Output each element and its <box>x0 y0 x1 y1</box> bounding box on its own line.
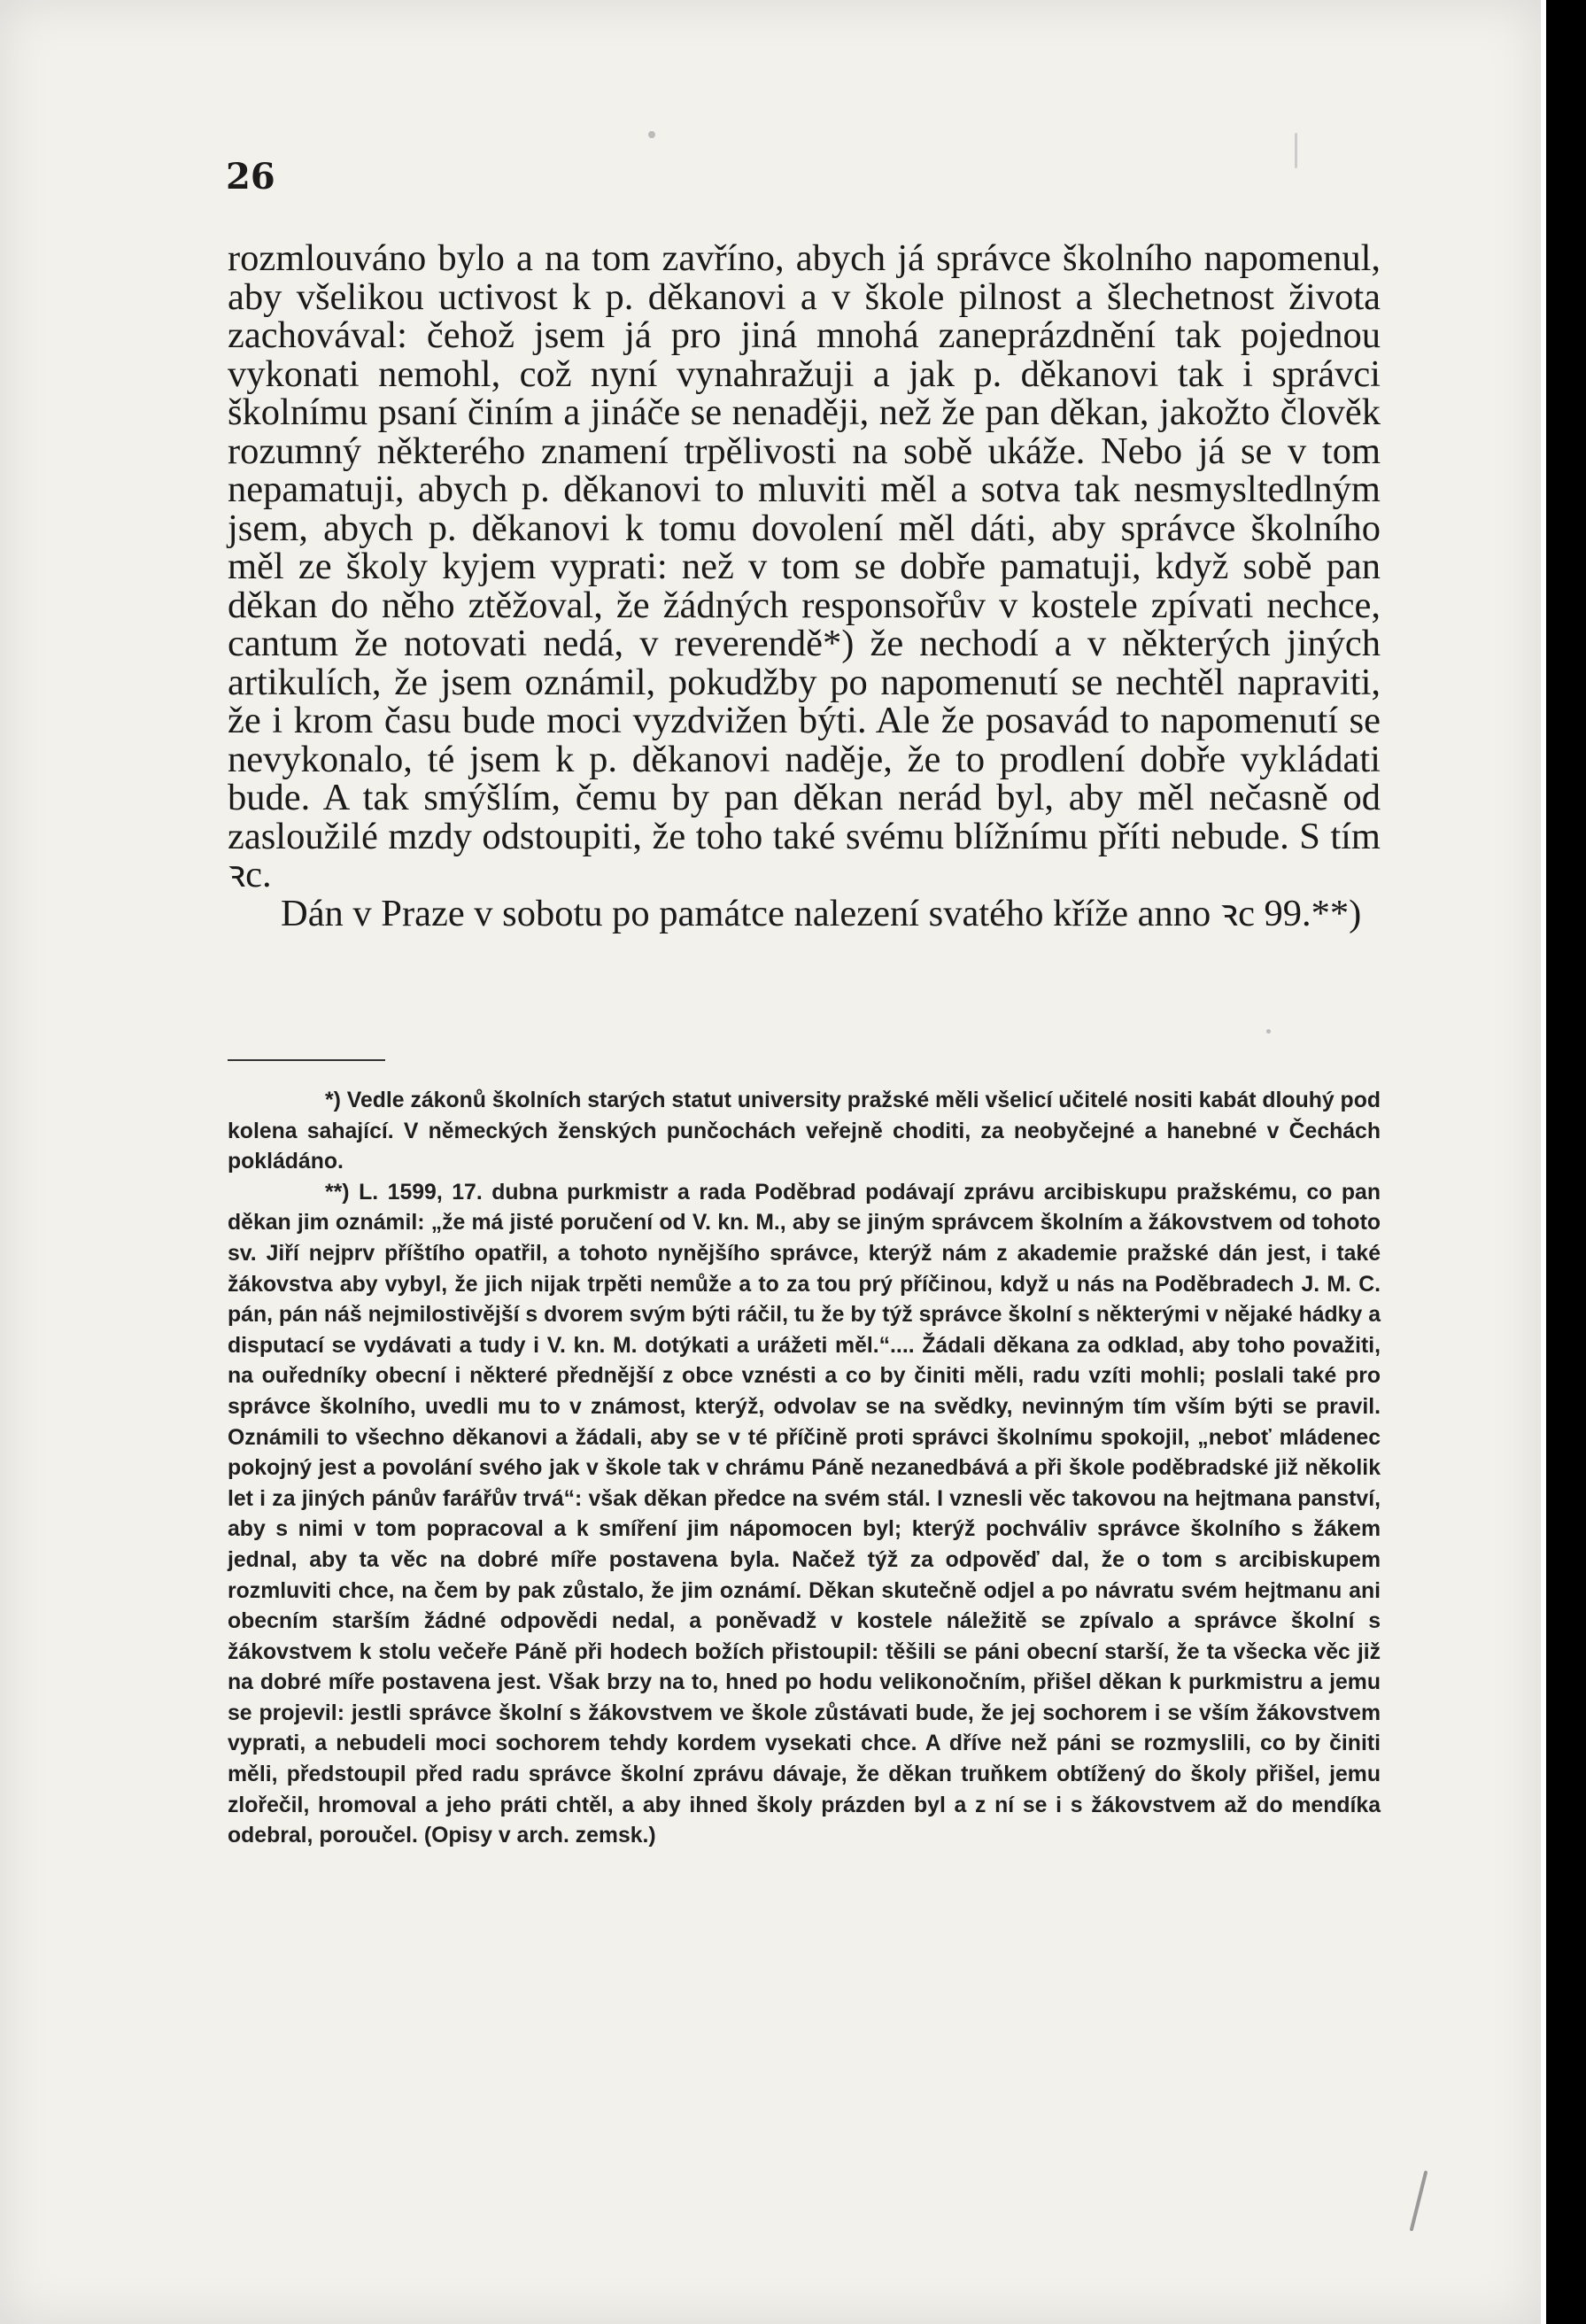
footnote: **) L. 1599, 17. dubna purkmistr a rada Poděbrad podávají zprávu arcibiskupu pražskému, co pan děkan jim oznámil: „že má jisté poručení od V. kn. M., aby se jiným správcem školním a žákovstvem od tohoto sv. Jiří nejprv příštího opatřil, a tohoto nynějšího správce, kterýž nám z akademie pražské dán jest, i také žákovstva aby vybyl, že jich nijak trpěti nemůže a to za tou prý příčinou, když u nás na Poděbradech J. M. C. pán, pán náš nejmilostivější s dvorem svým býti ráčil, tu že by týž správce školní s některými v nějaké hádky a disputací se vydávati a tudy i V. kn. M. dotýkati a urážeti měl.“.... Žádali děkana za odklad, aby toho považiti, na ouředníky obecní i některé přednější z obce vznésti a co by činiti měli, radu vzíti mohli; poslali také pro správce školního, uvedli mu to v známost, kterýž, odvolav se na svědky, nevinným tím vším býti se pravil. Oznámili to všechno děkanovi a žádali, aby se v té příčině proti správci školnímu spokojil, „neboť mládenec pokojný jest a povolání svého jak v škole tak v chrámu Páně nezanedbává a při škole poděbradské již několik let i za jiných pánův farářův trvá“: však děkan předce na svém stál. I vznesli věc takovou na hejtmana panství, aby s nimi v tom popracoval a k smíření jim nápomocen byl; kterýž pochváliv správce školního s žákem jednal, aby ta věc na dobré míře postavena byla. Načež týž za odpověď dal, že o tom s arcibiskupem rozmluviti chce, na čem by pak zůstalo, že jim oznámí. Děkan skutečně odjel a po návratu svém hejtmanu ani obecním starším žádné odpovědi nedal, a poněvadž v kostele náležitě se zpívalo a správce školní s žákovstvem k stolu večeře Páně při hodech božích přistoupil: těšili se páni obecní starší, že ta všecka věc již na dobré míře postavena jest. Však brzy na to, hned po hodu velikonočním, přišel děkan k purkmistru a jemu se projevil: jestli správce školní s žákovstvem ve škole zůstávati bude, že jej sochorem i se vším žákovstvem vyprati, a nebudeli moci sochorem tehdy kordem vysekati chce. A dříve než páni se rozmyslili, co by činiti měli, předstoupil před radu správce školní zprávu dávaje, že děkan truňkem obtížený do školy přišel, jemu zlořečil, hromoval a jeho práti chtěl, a aby ihned školy prázden byl a z ní se i s žákovstvem až do mendíka odebral, poroučel. (Opisy v arch. zemsk.) <box>228 1180 1381 1848</box>
main-text <box>228 239 1381 933</box>
footnote-divider <box>228 1059 385 1061</box>
footnotes <box>228 1086 1381 1852</box>
scan-edge-band <box>1546 0 1586 2324</box>
page-number: 26 <box>226 156 275 198</box>
footnote: *) Vedle zákonů školních starých statut university pražské měli všelicí učitelé nositi kabát dlouhý pod kolena sahající. V německých ženských punčochách veřejně choditi, za neobyčejné a hanebné v Čechách pokládáno. <box>228 1088 1381 1174</box>
paragraph: Dán v Praze v sobotu po památce nalezení svatého kříže anno ꝛc 99.**) <box>281 892 1362 934</box>
dust-speck <box>1266 1029 1271 1034</box>
paragraph: rozmlouváno bylo a na tom zavříno, abych já správce školního napomenul, aby všelikou uctivost k p. děkanovi a v škole pilnost a šlechetnost života zachovával: čehož jsem já pro jiná mnohá zaneprázdnění tak pojednou vykonati nemohl, což nyní vynahražuji a jak p. děkanovi tak i správci školnímu psaní činím a jináče se nenaději, než že pan děkan, jakožto člověk rozumný některého znamení trpělivosti na sobě ukáže. Nebo já se v tom nepamatuji, abych p. děkanovi to mluviti měl a sotva tak nesmysltedlným jsem, abych p. děkanovi k tomu dovolení měl dáti, aby správce školního měl ze školy kyjem vyprati: než v tom se dobře pamatuji, když sobě pan děkan do něho ztěžoval, že žádných responsořův v kostele zpívati nechce, cantum že notovati nedá, v reverendě*) že nechodí a v některých jiných artikulích, že jsem oznámil, pokudžby po napomenutí se nechtěl napraviti, že i krom času bude moci vyzdvižen býti. Ale že posavád to napomenutí se nevykonalo, té jsem k p. děkanovi naděje, že to prodlení dobře vykládati bude. A tak smýšlím, čemu by pan děkan nerád byl, aby měl nečasně od zasloužilé mzdy odstoupiti, že toho také svému blížnímu příti nebude. S tím ꝛc. <box>228 237 1381 895</box>
pen-mark <box>1410 2171 1428 2232</box>
dust-speck <box>1295 133 1297 168</box>
dust-speck <box>648 131 655 138</box>
